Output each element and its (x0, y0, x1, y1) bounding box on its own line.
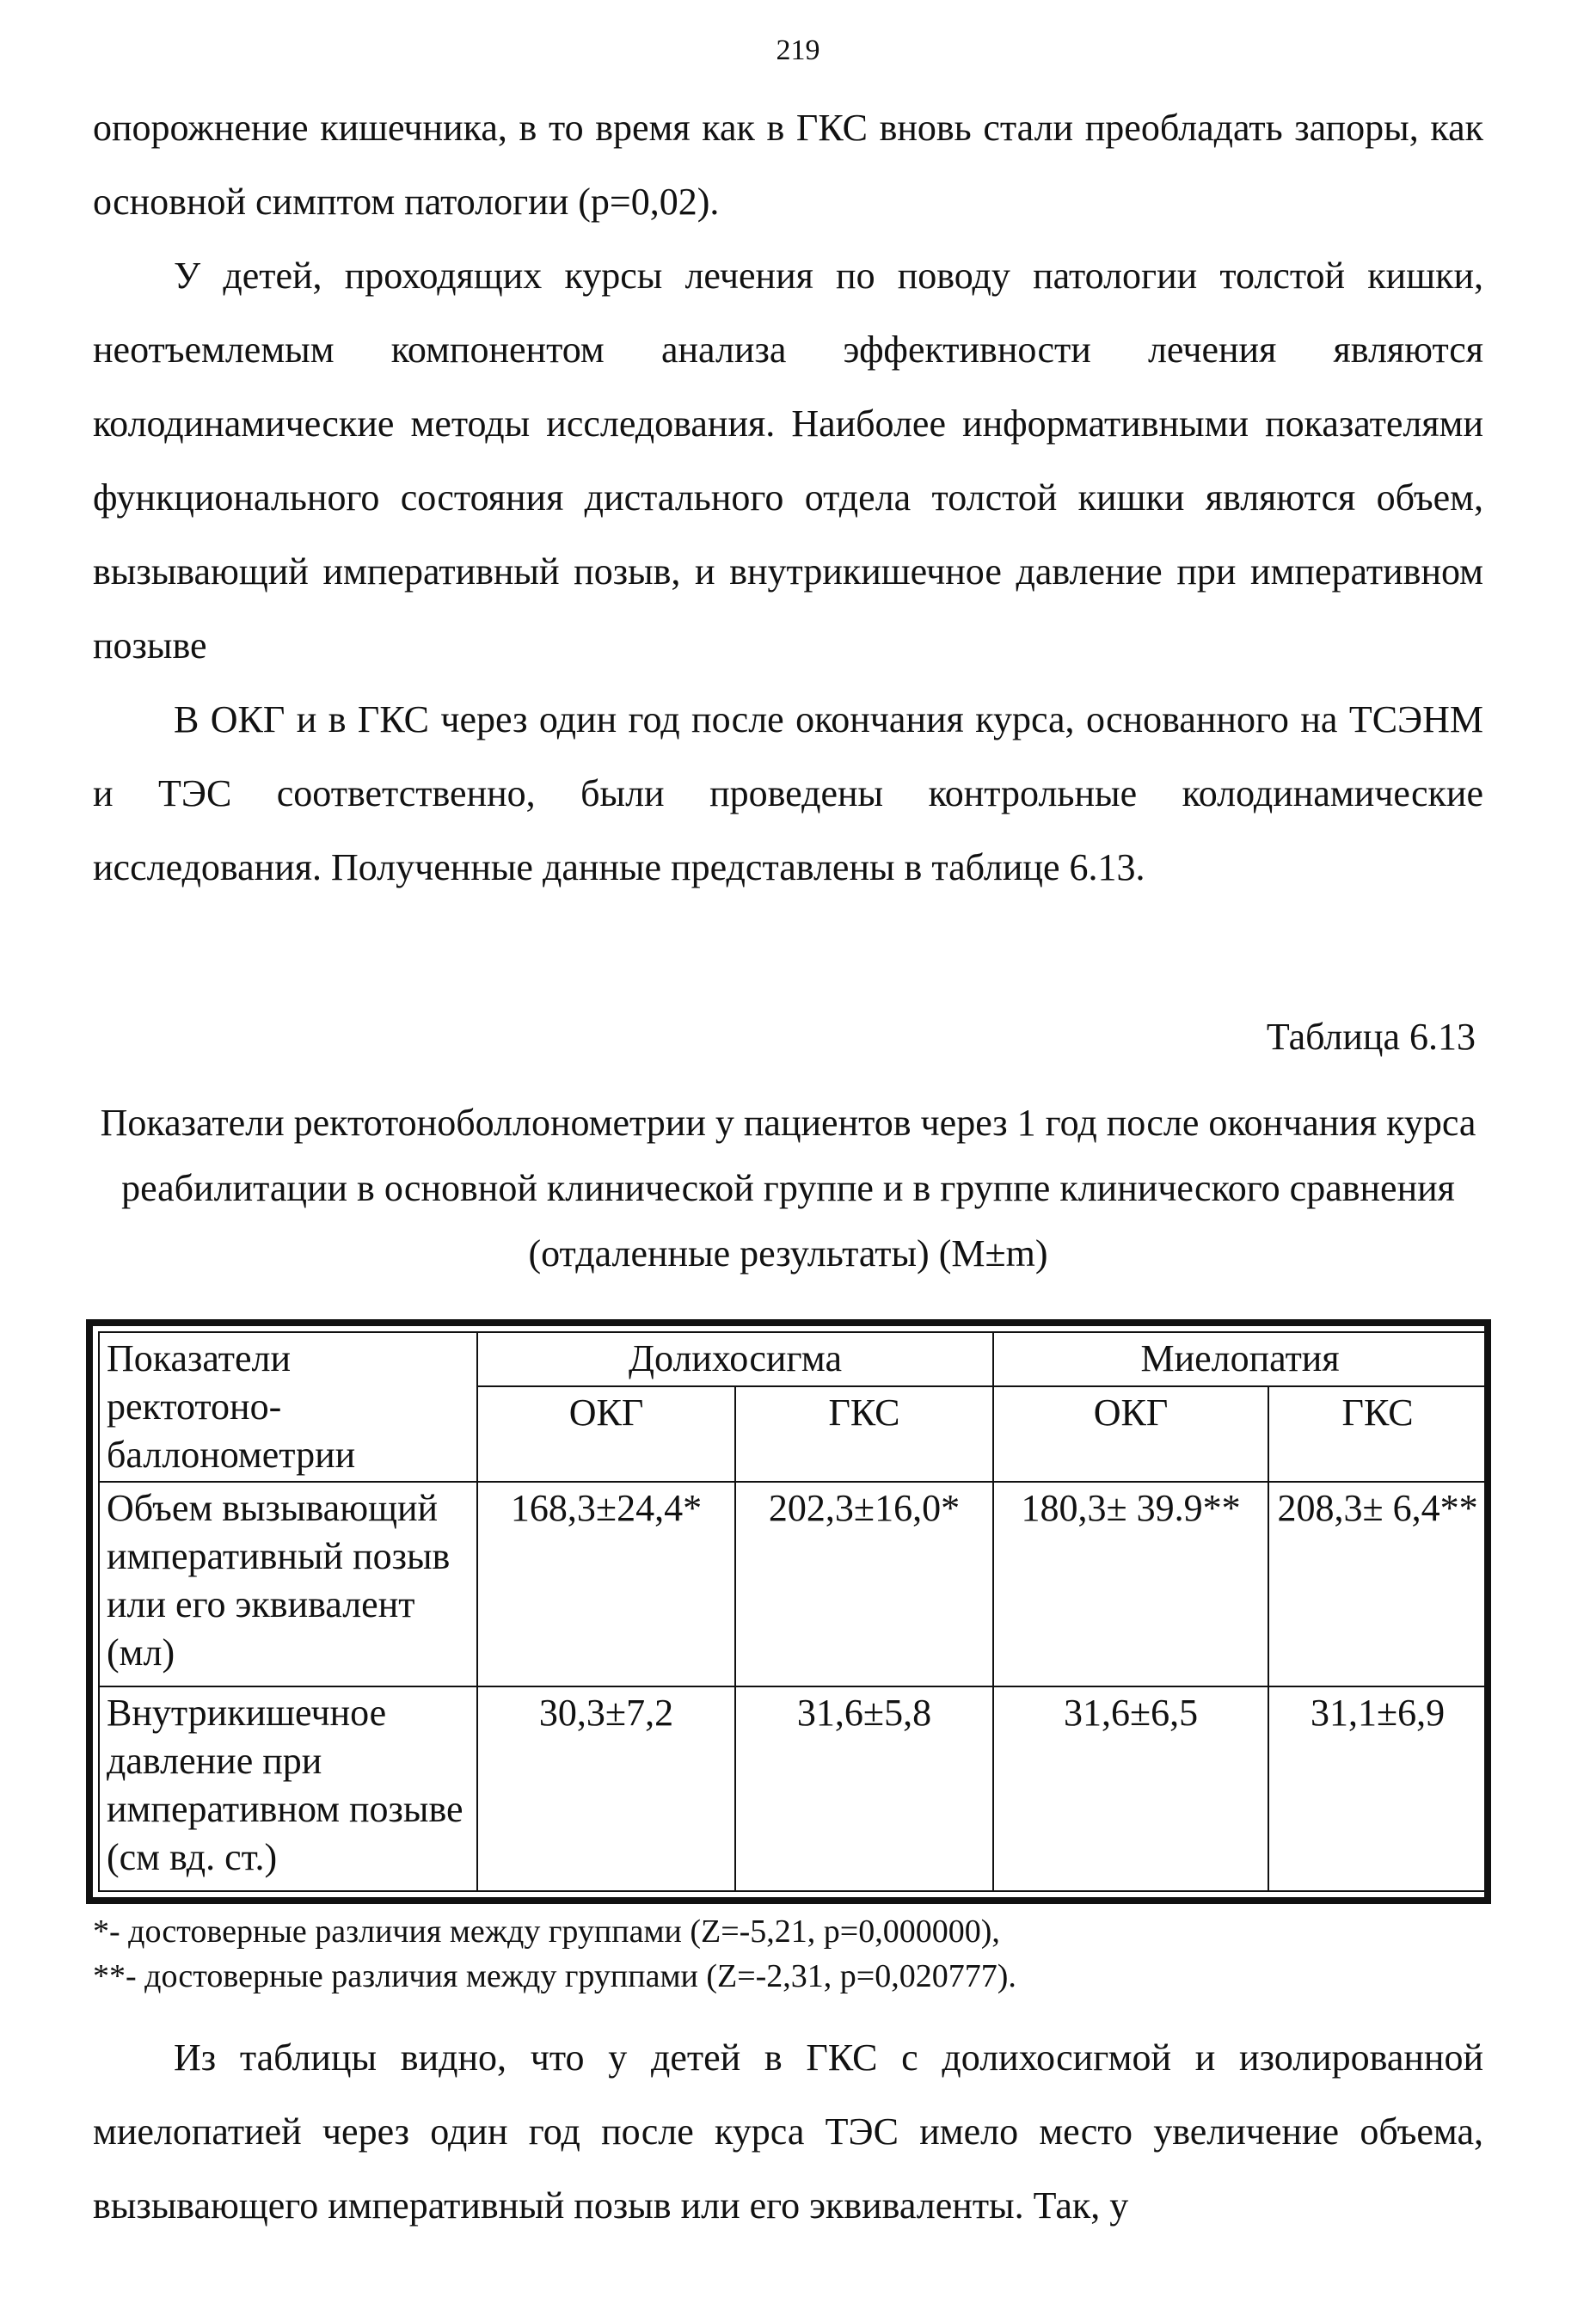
row-label-pressure: Внутрикишечное давление при императивном позыве (см вд. ст.) (99, 1686, 477, 1891)
subheader-dolichosigma-okg: ОКГ (477, 1386, 735, 1482)
intro-paragraph-1: опорожнение кишечника, в то время как в ГКС вновь стали преобладать запоры, как основной симптом патологии (p=0,02). (93, 107, 1483, 223)
table-footnotes (93, 1909, 1483, 1999)
subheader-myelopathy-okg: ОКГ (993, 1386, 1268, 1482)
intro-paragraph-3: В ОКГ и в ГКС через один год после окончания курса, основанного на ТСЭНМ и ТЭС соответственно, были проведены контрольные колодинамические исследования. Полученные данные представлены в таблице 6.13. (93, 698, 1483, 888)
table-cell: 180,3± 39.9** (993, 1482, 1268, 1686)
page-number: 219 (776, 34, 820, 66)
table-cell: 168,3±24,4* (477, 1482, 735, 1686)
outro-paragraph: Из таблицы видно, что у детей в ГКС с долихосигмой и изолированной миелопатией через один год после курса ТЭС имело место увеличение объема, вызывающего императивный позыв или его эквиваленты. Так, у (93, 2036, 1483, 2227)
table-cell: 31,6±5,8 (735, 1686, 993, 1891)
row-label-volume: Объем вызывающий императивный позыв или его эквивалент (мл) (99, 1482, 477, 1686)
table-label: Таблица 6.13 (1266, 1016, 1476, 1058)
footnote-1: *- достоверные различия между группами (Z=-5,21, p=0,000000), (93, 1914, 1000, 1950)
subheader-myelopathy-gks: ГКС (1268, 1386, 1487, 1482)
intro-paragraph-2: У детей, проходящих курсы лечения по поводу патологии толстой кишки, неотъемлемым компонентом анализа эффективности лечения являются колодинамические методы исследования. Наиболее информативными показателями функционального состояния дистального отдела толстой кишки являются объем, вызывающий императивный позыв, и внутрикишечное давление при императивном позыве (93, 255, 1483, 666)
subheader-dolichosigma-gks: ГКС (735, 1386, 993, 1482)
table-row (99, 1686, 1487, 1891)
results-table (98, 1331, 1488, 1892)
table-cell: 208,3± 6,4** (1268, 1482, 1487, 1686)
footnote-2: **- достоверные различия между группами (Z=-2,31, p=0,020777). (93, 1958, 1016, 1994)
table-cell: 202,3±16,0* (735, 1482, 993, 1686)
outro-text (93, 2021, 1483, 2243)
table-cell: 31,6±6,5 (993, 1686, 1268, 1891)
intro-text (93, 91, 1483, 905)
table-cell: 31,1±6,9 (1268, 1686, 1487, 1891)
table-caption: Показатели ректотоноболлонометрии у пациентов через 1 год после окончания курса реабилитации в основной клинической группе и в группе клинического сравнения (отдаленные результаты) (M±m) (100, 1102, 1476, 1275)
corner-header: Показатели ректотоно-баллонометрии (99, 1332, 477, 1482)
table-cell: 30,3±7,2 (477, 1686, 735, 1891)
results-table-frame (86, 1319, 1491, 1904)
table-row (99, 1482, 1487, 1686)
group-header-myelopathy: Миелопатия (993, 1332, 1487, 1386)
group-header-dolichosigma: Долихосигма (477, 1332, 993, 1386)
